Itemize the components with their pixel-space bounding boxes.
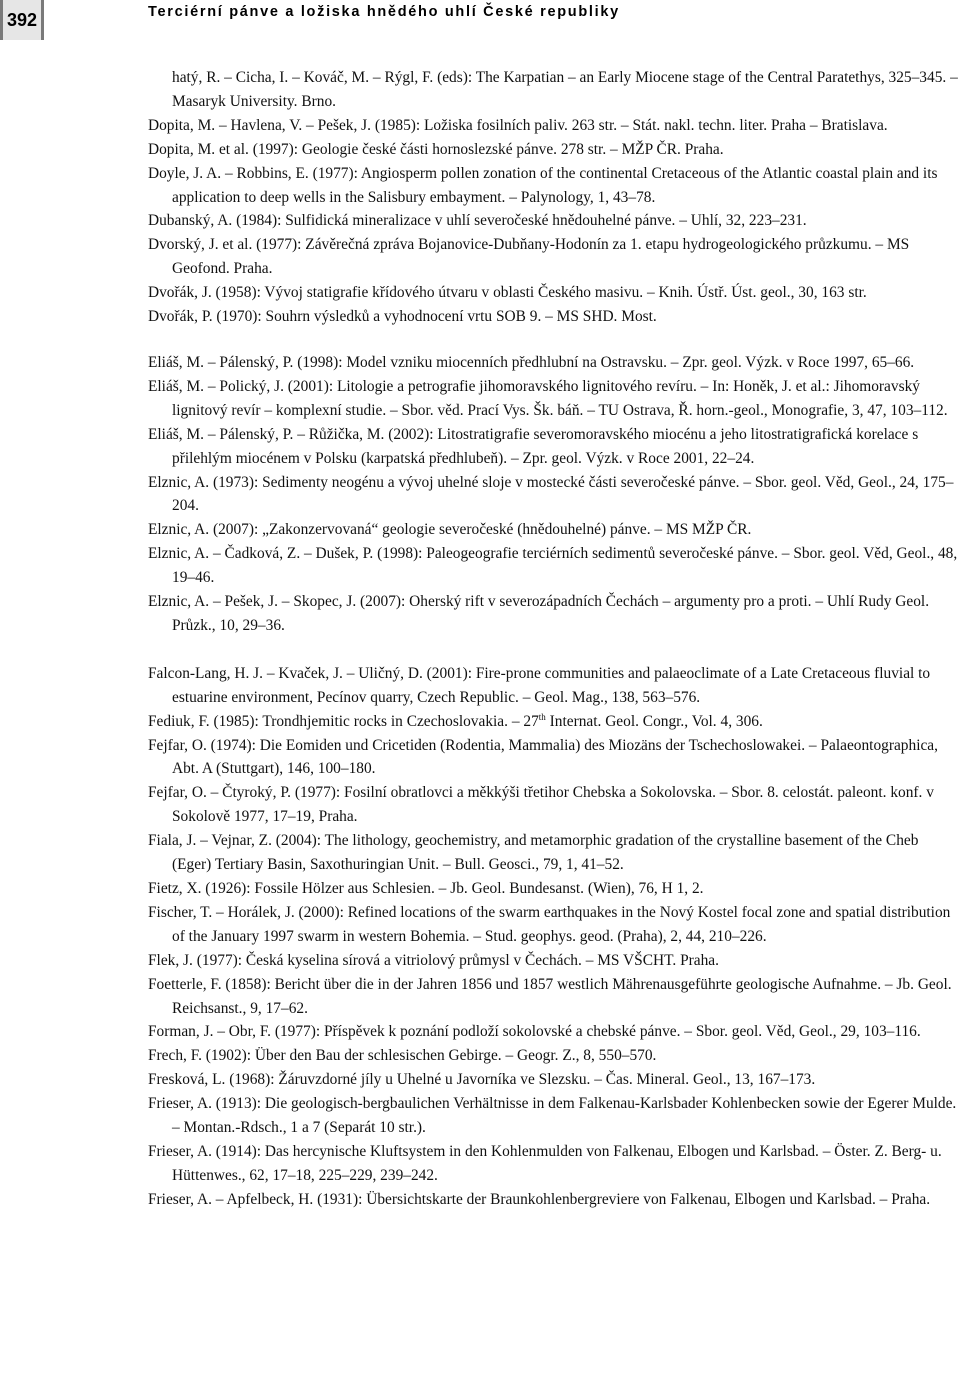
reference-entry: Eliáš, M. – Polický, J. (2001): Litologie a petrografie jihomoravského lignitového revíru. – In: Honěk, J. et al.: Jihomoravský lignitový revír – komplexní studie. – Sbor. věd. Prací Vys. Šk. báň. – TU Ostrava, Ř. horn.-geol., Monografie, 3, 47, 103–112. bbox=[148, 377, 948, 419]
reference-entry: Dubanský, A. (1984): Sulfidická mineralizace v uhlí severočeské hnědouhelné pánve. – Uhlí, 32, 223–231. bbox=[148, 212, 807, 230]
reference-entry: Frech, F. (1902): Über den Bau der schlesischen Gebirge. – Geogr. Z., 8, 550–570. bbox=[148, 1047, 657, 1065]
reference-entry: Fischer, T. – Horálek, J. (2000): Refined locations of the swarm earthquakes in the Nový Kostel focal zone and spatial distribution of the January 1997 swarm in western Bohemia. – Stud. geophys. geod. (Praha), 2, 44, 210–226. bbox=[148, 903, 951, 945]
reference-entry: Dvořák, P. (1970): Souhrn výsledků a vyhodnocení vrtu SOB 9. – MS SHD. Most. bbox=[148, 308, 657, 326]
reference-entry bbox=[148, 710, 958, 734]
reference-entry: Frieser, A. (1913): Die geologisch-bergbaulichen Verhältnisse in dem Falkenau-Karlsbader Kohlenbecken sowie der Egerer Mulde. – Montan.-Rdsch., 1 a 7 (Separát 10 str.). bbox=[148, 1095, 957, 1137]
page-number: 392 bbox=[0, 0, 44, 40]
reference-entry: Doyle, J. A. – Robbins, E. (1977): Angiosperm pollen zonation of the continental Cretaceous of the Atlantic coastal plain and its application to deep wells in the Salisbury embayment. – Palynology, 1, 43–78. bbox=[148, 164, 938, 206]
reference-entry: Fiala, J. – Vejnar, Z. (2004): The lithology, geochemistry, and metamorphic gradation of the crystalline basement of the Cheb (Eger) Tertiary Basin, Saxothuringian Unit. – Bull. Geosci., 79, 1, 41–52. bbox=[148, 832, 919, 874]
reference-text: Fediuk, F. (1985): Trondhjemitic rocks in Czechoslovakia. – 27 bbox=[148, 712, 539, 730]
reference-entry: Falcon-Lang, H. J. – Kvaček, J. – Uličný, D. (2001): Fire-prone communities and palaeoclimate of a Late Cretaceous fluvial to estuarine environment, Pecínov quarry, Czech Republic. – Geol. Mag., 138, 563–576. bbox=[148, 664, 931, 706]
reference-entry: Foetterle, F. (1858): Bericht über die in der Jahren 1856 und 1857 westlich Mährenausgeführte geologische Aufnahme. – Jb. Geol. Reichsanst., 9, 17–62. bbox=[148, 975, 952, 1017]
reference-list bbox=[148, 66, 958, 1212]
reference-entry: Frieser, A. – Apfelbeck, H. (1931): Übersichtskarte der Braunkohlenbergreviere von Falkenau, Elbogen und Karlsbad. – Praha. bbox=[148, 1190, 931, 1208]
page-header bbox=[0, 0, 960, 40]
reference-entry: Eliáš, M. – Pálenský, P. (1998): Model vzniku miocenních předhlubní na Ostravsku. – Zpr. geol. Výzk. v Roce 1997, 65–66. bbox=[148, 353, 915, 371]
ordinal-superscript: th bbox=[538, 711, 546, 722]
running-title: Terciérní pánve a ložiska hnědého uhlí České republiky bbox=[148, 4, 620, 20]
reference-entry: Fietz, X. (1926): Fossile Hölzer aus Schlesien. – Jb. Geol. Bundesanst. (Wien), 76, H 1, 2. bbox=[148, 880, 704, 897]
reference-entry: Flek, J. (1977): Česká kyselina sírová a vitriolový průmysl v Čechách. – MS VŠCHT. Praha. bbox=[148, 951, 719, 969]
reference-entry: Forman, J. – Obr, F. (1977): Příspěvek k poznání podloží sokolovské a chebské pánve. – Sbor. geol. Věd, Geol., 29, 103–116. bbox=[148, 1023, 921, 1041]
reference-entry: Dvorský, J. et al. (1977): Závěrečná zpráva Bojanovice-Dubňany-Hodonín za 1. etapu hydrogeologického průzkumu. – MS Geofond. Praha. bbox=[148, 236, 910, 278]
reference-entry: Elznic, A. (1973): Sedimenty neogénu a vývoj uhelné sloje v mostecké části severočeské pánve. – Sbor. geol. Věd, Geol., 24, 175–204. bbox=[148, 473, 954, 515]
reference-entry: Dvořák, J. (1958): Vývoj statigrafie křídového útvaru v oblasti Českého masivu. – Knih. Ústř. Úst. geol., 30, 163 str. bbox=[148, 284, 867, 302]
reference-entry: Fejfar, O. – Čtyroký, P. (1977): Fosilní obratlovci a měkkýši třetihor Chebska a Sokolovska. – Sbor. 8. celostát. paleont. konf. v Sokolově 1977, 17–19, Praha. bbox=[148, 784, 934, 826]
reference-entry: Eliáš, M. – Pálenský, P. – Růžička, M. (2002): Litostratigrafie severomoravského miocénu a jeho litostratigrafická korelace s přilehlým miocénem v Polsku (karpatská předhlubeň). – Zpr. geol. Výzk. v Roce 2001, 22–24. bbox=[148, 425, 919, 467]
reference-text: Internat. Geol. Congr., Vol. 4, 306. bbox=[545, 712, 763, 730]
reference-entry: Fresková, L. (1968): Žáruvzdorné jíly u Uhelné u Javorníka ve Slezsku. – Čas. Mineral. Geol., 13, 167–173. bbox=[148, 1071, 816, 1089]
reference-entry: Fejfar, O. (1974): Die Eomiden und Cricetiden (Rodentia, Mammalia) des Miozäns der Tschechoslowakei. – Palaeontographica, Abt. A (Stuttgart), 146, 100–180. bbox=[148, 736, 938, 778]
reference-entry: Elznic, A. – Čadková, Z. – Dušek, P. (1998): Paleogeografie terciérních sedimentů severočeské pánve. – Sbor. geol. Věd, Geol., 48, 19–46. bbox=[148, 545, 958, 587]
reference-entry: Elznic, A. – Pešek, J. – Skopec, J. (2007): Oherský rift v severozápadních Čechách – argumenty pro a proti. – Uhlí Rudy Geol. Průzk., 10, 29–36. bbox=[148, 593, 930, 634]
reference-entry: Dopita, M. – Havlena, V. – Pešek, J. (1985): Ložiska fosilních paliv. 263 str. – Stát. nakl. techn. liter. Praha – Bratislava. bbox=[148, 116, 888, 134]
reference-entry: hatý, R. – Cicha, I. – Kováč, M. – Rýgl, F. (eds): The Karpatian – an Early Miocene stage of the Central Paratethys, 325–345. – Masaryk University. Brno. bbox=[172, 69, 958, 110]
reference-entry: Dopita, M. et al. (1997): Geologie české části hornoslezské pánve. 278 str. – MŽP ČR. Praha. bbox=[148, 140, 724, 158]
reference-entry: Frieser, A. (1914): Das hercynische Kluftsystem in den Kohlenmulden von Falkenau, Elbogen und Karlsbad. – Öster. Z. Berg- u. Hüttenwes., 62, 17–18, 225–229, 239–242. bbox=[148, 1142, 942, 1184]
reference-entry: Elznic, A. (2007): „Zakonzervovaná“ geologie severočeské (hnědouhelné) pánve. – MS MŽP ČR. bbox=[148, 521, 752, 539]
